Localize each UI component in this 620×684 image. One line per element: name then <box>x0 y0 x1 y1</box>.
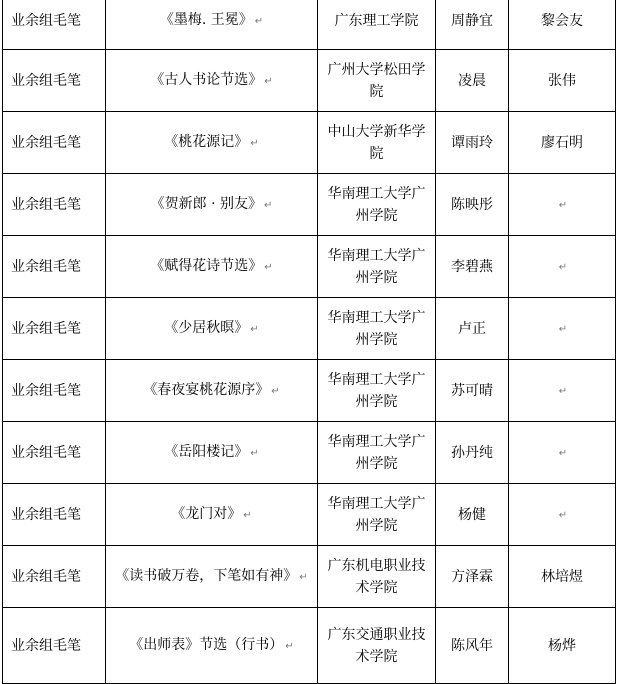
paragraph-mark-icon: ↵ <box>558 323 568 335</box>
category-cell <box>3 174 106 236</box>
category-cell <box>3 50 106 112</box>
school-text: 广州大学松田学院 <box>327 61 426 100</box>
school-text: 广东机电职业技术学院 <box>327 557 426 596</box>
school-cell <box>318 50 436 112</box>
work-title-text: 《赋得花诗节选》 <box>150 257 263 274</box>
teacher-cell <box>509 50 616 112</box>
category-text: 业余组毛笔 <box>11 258 81 275</box>
teacher-cell <box>509 112 616 174</box>
school-text: 中山大学新华学院 <box>327 123 426 162</box>
work-title-text: 《岳阳楼记》 <box>164 443 249 460</box>
paragraph-mark-icon: ↵ <box>264 261 273 273</box>
category-cell <box>3 608 106 684</box>
teacher-cell <box>509 546 616 608</box>
category-cell <box>3 360 106 422</box>
category-text: 业余组毛笔 <box>11 13 81 29</box>
paragraph-mark-icon: ↵ <box>250 447 259 459</box>
work-title-cell <box>106 484 318 546</box>
student-text: 杨健 <box>458 506 486 523</box>
category-text: 业余组毛笔 <box>11 72 81 89</box>
student-text: 陈风年 <box>451 637 493 654</box>
table-row <box>3 236 616 298</box>
student-cell <box>436 112 509 174</box>
paragraph-mark-icon: ↵ <box>250 137 259 149</box>
student-cell <box>436 174 509 236</box>
teacher-text: 杨烨 <box>548 637 576 654</box>
student-cell <box>436 608 509 684</box>
school-cell <box>318 422 436 484</box>
work-title-text: 《龙门对》 <box>171 505 242 522</box>
school-cell <box>318 112 436 174</box>
work-title-cell <box>106 0 318 50</box>
paragraph-mark-icon: ↵ <box>558 199 568 211</box>
school-cell <box>318 236 436 298</box>
category-cell <box>3 112 106 174</box>
student-cell <box>436 360 509 422</box>
table-row <box>3 0 616 50</box>
teacher-text: 林培煜 <box>541 568 583 585</box>
paragraph-mark-icon: ↵ <box>558 509 568 521</box>
student-cell <box>436 298 509 360</box>
paragraph-mark-icon: ↵ <box>250 323 259 335</box>
work-title-cell <box>106 174 318 236</box>
school-text: 广东理工学院 <box>334 13 419 29</box>
paragraph-mark-icon: ↵ <box>558 385 568 397</box>
work-title-text: 《读书破万卷，下笔如有神》 <box>115 567 298 584</box>
teacher-cell <box>509 422 616 484</box>
category-cell <box>3 0 106 50</box>
teacher-cell <box>509 0 616 50</box>
paragraph-mark-icon: ↵ <box>264 75 273 87</box>
work-title-text: 《春夜宴桃花源序》 <box>143 381 270 398</box>
work-title-cell <box>106 360 318 422</box>
table-row <box>3 546 616 608</box>
table-row <box>3 422 616 484</box>
school-cell <box>318 0 436 50</box>
work-title-text: 《少居秋暝》 <box>164 319 249 336</box>
category-text: 业余组毛笔 <box>11 382 81 399</box>
work-title-cell <box>106 546 318 608</box>
student-cell <box>436 236 509 298</box>
category-cell <box>3 422 106 484</box>
category-cell <box>3 546 106 608</box>
student-text: 苏可晴 <box>451 382 493 399</box>
student-text: 谭雨玲 <box>451 134 493 151</box>
teacher-cell <box>509 608 616 684</box>
school-text: 华南理工大学广州学院 <box>327 185 426 224</box>
teacher-cell <box>509 174 616 236</box>
work-title-cell <box>106 236 318 298</box>
paragraph-mark-icon: ↵ <box>243 509 252 521</box>
work-title-text: 《出师表》节选（行书） <box>129 636 284 653</box>
paragraph-mark-icon: ↵ <box>558 261 568 273</box>
teacher-text: 张伟 <box>548 72 576 89</box>
student-text: 孙丹纯 <box>451 444 493 461</box>
student-cell <box>436 422 509 484</box>
teacher-cell <box>509 298 616 360</box>
table-row <box>3 112 616 174</box>
school-cell <box>318 174 436 236</box>
teacher-text: 黎会友 <box>541 13 583 29</box>
school-text: 华南理工大学广州学院 <box>327 433 426 472</box>
student-text: 方泽霖 <box>451 568 493 585</box>
category-text: 业余组毛笔 <box>11 506 81 523</box>
school-text: 华南理工大学广州学院 <box>327 495 426 534</box>
student-cell <box>436 484 509 546</box>
student-cell <box>436 546 509 608</box>
paragraph-mark-icon: ↵ <box>285 640 294 652</box>
student-text: 陈映彤 <box>451 196 493 213</box>
awards-table-body <box>3 0 616 684</box>
work-title-cell <box>106 422 318 484</box>
work-title-cell <box>106 608 318 684</box>
table-row <box>3 360 616 422</box>
work-title-cell <box>106 298 318 360</box>
category-text: 业余组毛笔 <box>11 568 81 585</box>
student-cell <box>436 0 509 50</box>
teacher-cell <box>509 484 616 546</box>
category-text: 业余组毛笔 <box>11 637 81 654</box>
awards-table <box>2 0 616 684</box>
category-text: 业余组毛笔 <box>11 134 81 151</box>
table-row <box>3 50 616 112</box>
school-text: 华南理工大学广州学院 <box>327 247 426 286</box>
school-text: 广东交通职业技术学院 <box>327 626 426 665</box>
student-cell <box>436 50 509 112</box>
school-cell <box>318 360 436 422</box>
school-cell <box>318 298 436 360</box>
paragraph-mark-icon: ↵ <box>271 385 280 397</box>
student-text: 凌晨 <box>458 72 486 89</box>
teacher-cell <box>509 236 616 298</box>
category-text: 业余组毛笔 <box>11 444 81 461</box>
school-cell <box>318 546 436 608</box>
table-row <box>3 174 616 236</box>
paragraph-mark-icon: ↵ <box>299 571 308 583</box>
category-cell <box>3 298 106 360</box>
category-text: 业余组毛笔 <box>11 196 81 213</box>
student-text: 周静宜 <box>451 13 493 29</box>
student-text: 李碧燕 <box>451 258 493 275</box>
paragraph-mark-icon: ↵ <box>254 16 264 27</box>
table-row <box>3 484 616 546</box>
teacher-text: 廖石明 <box>541 134 583 151</box>
teacher-cell <box>509 360 616 422</box>
category-cell <box>3 484 106 546</box>
paragraph-mark-icon: ↵ <box>263 199 273 211</box>
paragraph-mark-icon: ↵ <box>558 447 568 459</box>
school-cell <box>318 608 436 684</box>
work-title-text: 《贺新郎 · 别友》 <box>150 195 262 212</box>
school-text: 华南理工大学广州学院 <box>327 371 426 410</box>
work-title-text: 《古人书论节选》 <box>150 71 263 88</box>
category-cell <box>3 236 106 298</box>
table-row <box>3 298 616 360</box>
work-title-text: 《桃花源记》 <box>164 133 249 150</box>
work-title-cell <box>106 112 318 174</box>
work-title-text: 《墨梅. 王冕》 <box>159 12 253 28</box>
work-title-cell <box>106 50 318 112</box>
student-text: 卢正 <box>458 320 486 337</box>
category-text: 业余组毛笔 <box>11 320 81 337</box>
table-row <box>3 608 616 684</box>
school-text: 华南理工大学广州学院 <box>327 309 426 348</box>
school-cell <box>318 484 436 546</box>
